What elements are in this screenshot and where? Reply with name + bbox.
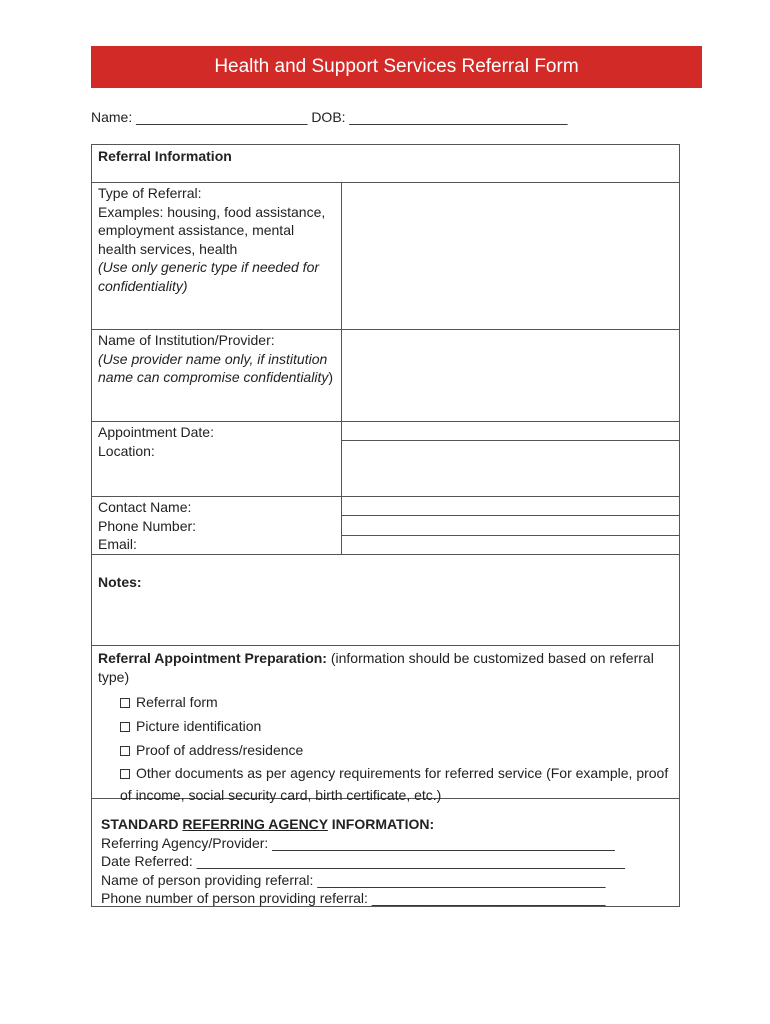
form-title: Health and Support Services Referral Form [214,56,579,77]
referral-info-header-row [92,145,679,182]
phone-number-input[interactable] [342,515,679,535]
checklist-item-label: Other documents as per agency requirements for referred service (For example, proof of income, social security card, birth certificate, etc.) [120,765,669,803]
checklist-item-label: Proof of address/residence [136,742,304,758]
appointment-date-input[interactable] [342,422,679,440]
checkbox-icon[interactable] [120,769,130,779]
contact-row [92,496,679,554]
checkbox-icon[interactable] [120,722,130,732]
preparation-section [92,646,679,803]
checklist-item-label: Referral form [136,694,218,710]
standard-agency-section [92,799,633,906]
dob-field-label: DOB: ____________________________ [311,109,568,125]
preparation-checklist [98,690,673,806]
provider-label: Name of Institution/Provider: [98,332,275,348]
location-label: Location: [98,442,155,459]
checklist-item-label: Picture identification [136,718,262,734]
checklist-item-proof-of-address[interactable] [120,738,673,762]
standard-title-pre: STANDARD [101,816,183,832]
referral-type-examples: Examples: housing, food assistance, employment assistance, mental health services, health [98,203,326,257]
form-title-banner [91,46,702,88]
contact-name-label: Contact Name: [98,499,192,515]
appointment-location-input-cells [342,422,679,496]
referral-type-note: (Use only generic type if needed for confidentiality) [98,259,320,294]
preparation-subtitle: (information should be customized based on referral type) [98,650,654,685]
notes-label: Notes: [98,574,142,590]
referrer-name-field[interactable]: Name of person providing referral: _____________________________________ [101,871,606,888]
date-referred-field[interactable]: Date Referred: _______________________________________________________ [101,853,625,869]
preparation-title: Referral Appointment Preparation: [98,650,327,666]
provider-input-cell[interactable] [342,330,679,421]
contact-name-input[interactable] [342,497,679,515]
referring-agency-field[interactable]: Referring Agency/Provider: ____________________________________________ [101,834,615,851]
referral-type-label: Type of Referral: [98,185,202,201]
checklist-item-picture-id[interactable] [120,714,673,738]
email-label: Email: [98,536,137,552]
provider-row [92,329,679,421]
appointment-location-row [92,421,679,496]
provider-note-close: ) [328,369,334,385]
standard-agency-title [101,815,625,834]
name-field-label: Name: ______________________ [91,109,312,125]
checklist-item-referral-form[interactable] [120,690,673,714]
notes-row[interactable] [92,554,679,645]
preparation-row [92,645,679,803]
email-input[interactable] [342,535,679,554]
provider-note: (Use provider name only, if institution name can compromise confidentiality [98,350,329,385]
referral-form-table [91,144,680,907]
checkbox-icon[interactable] [120,698,130,708]
standard-title-underlined: REFERRING AGENCY [182,816,328,832]
referral-info-title: Referral Information [98,148,232,164]
referral-type-row [92,182,679,329]
provider-label-cell [92,330,342,421]
patient-identifiers [91,109,567,125]
appointment-location-label-cell [92,422,342,496]
location-input[interactable] [342,440,679,496]
phone-number-label: Phone Number: [98,517,197,534]
standard-agency-row [92,798,679,906]
referral-type-label-cell [92,183,342,329]
standard-title-post: INFORMATION: [327,816,435,832]
referrer-phone-field[interactable]: Phone number of person providing referral: ______________________________ [101,890,606,906]
referral-type-input-cell[interactable] [342,183,679,329]
contact-label-cell [92,497,342,554]
contact-input-cells [342,497,679,554]
appointment-date-label: Appointment Date: [98,424,214,440]
checkbox-icon[interactable] [120,746,130,756]
